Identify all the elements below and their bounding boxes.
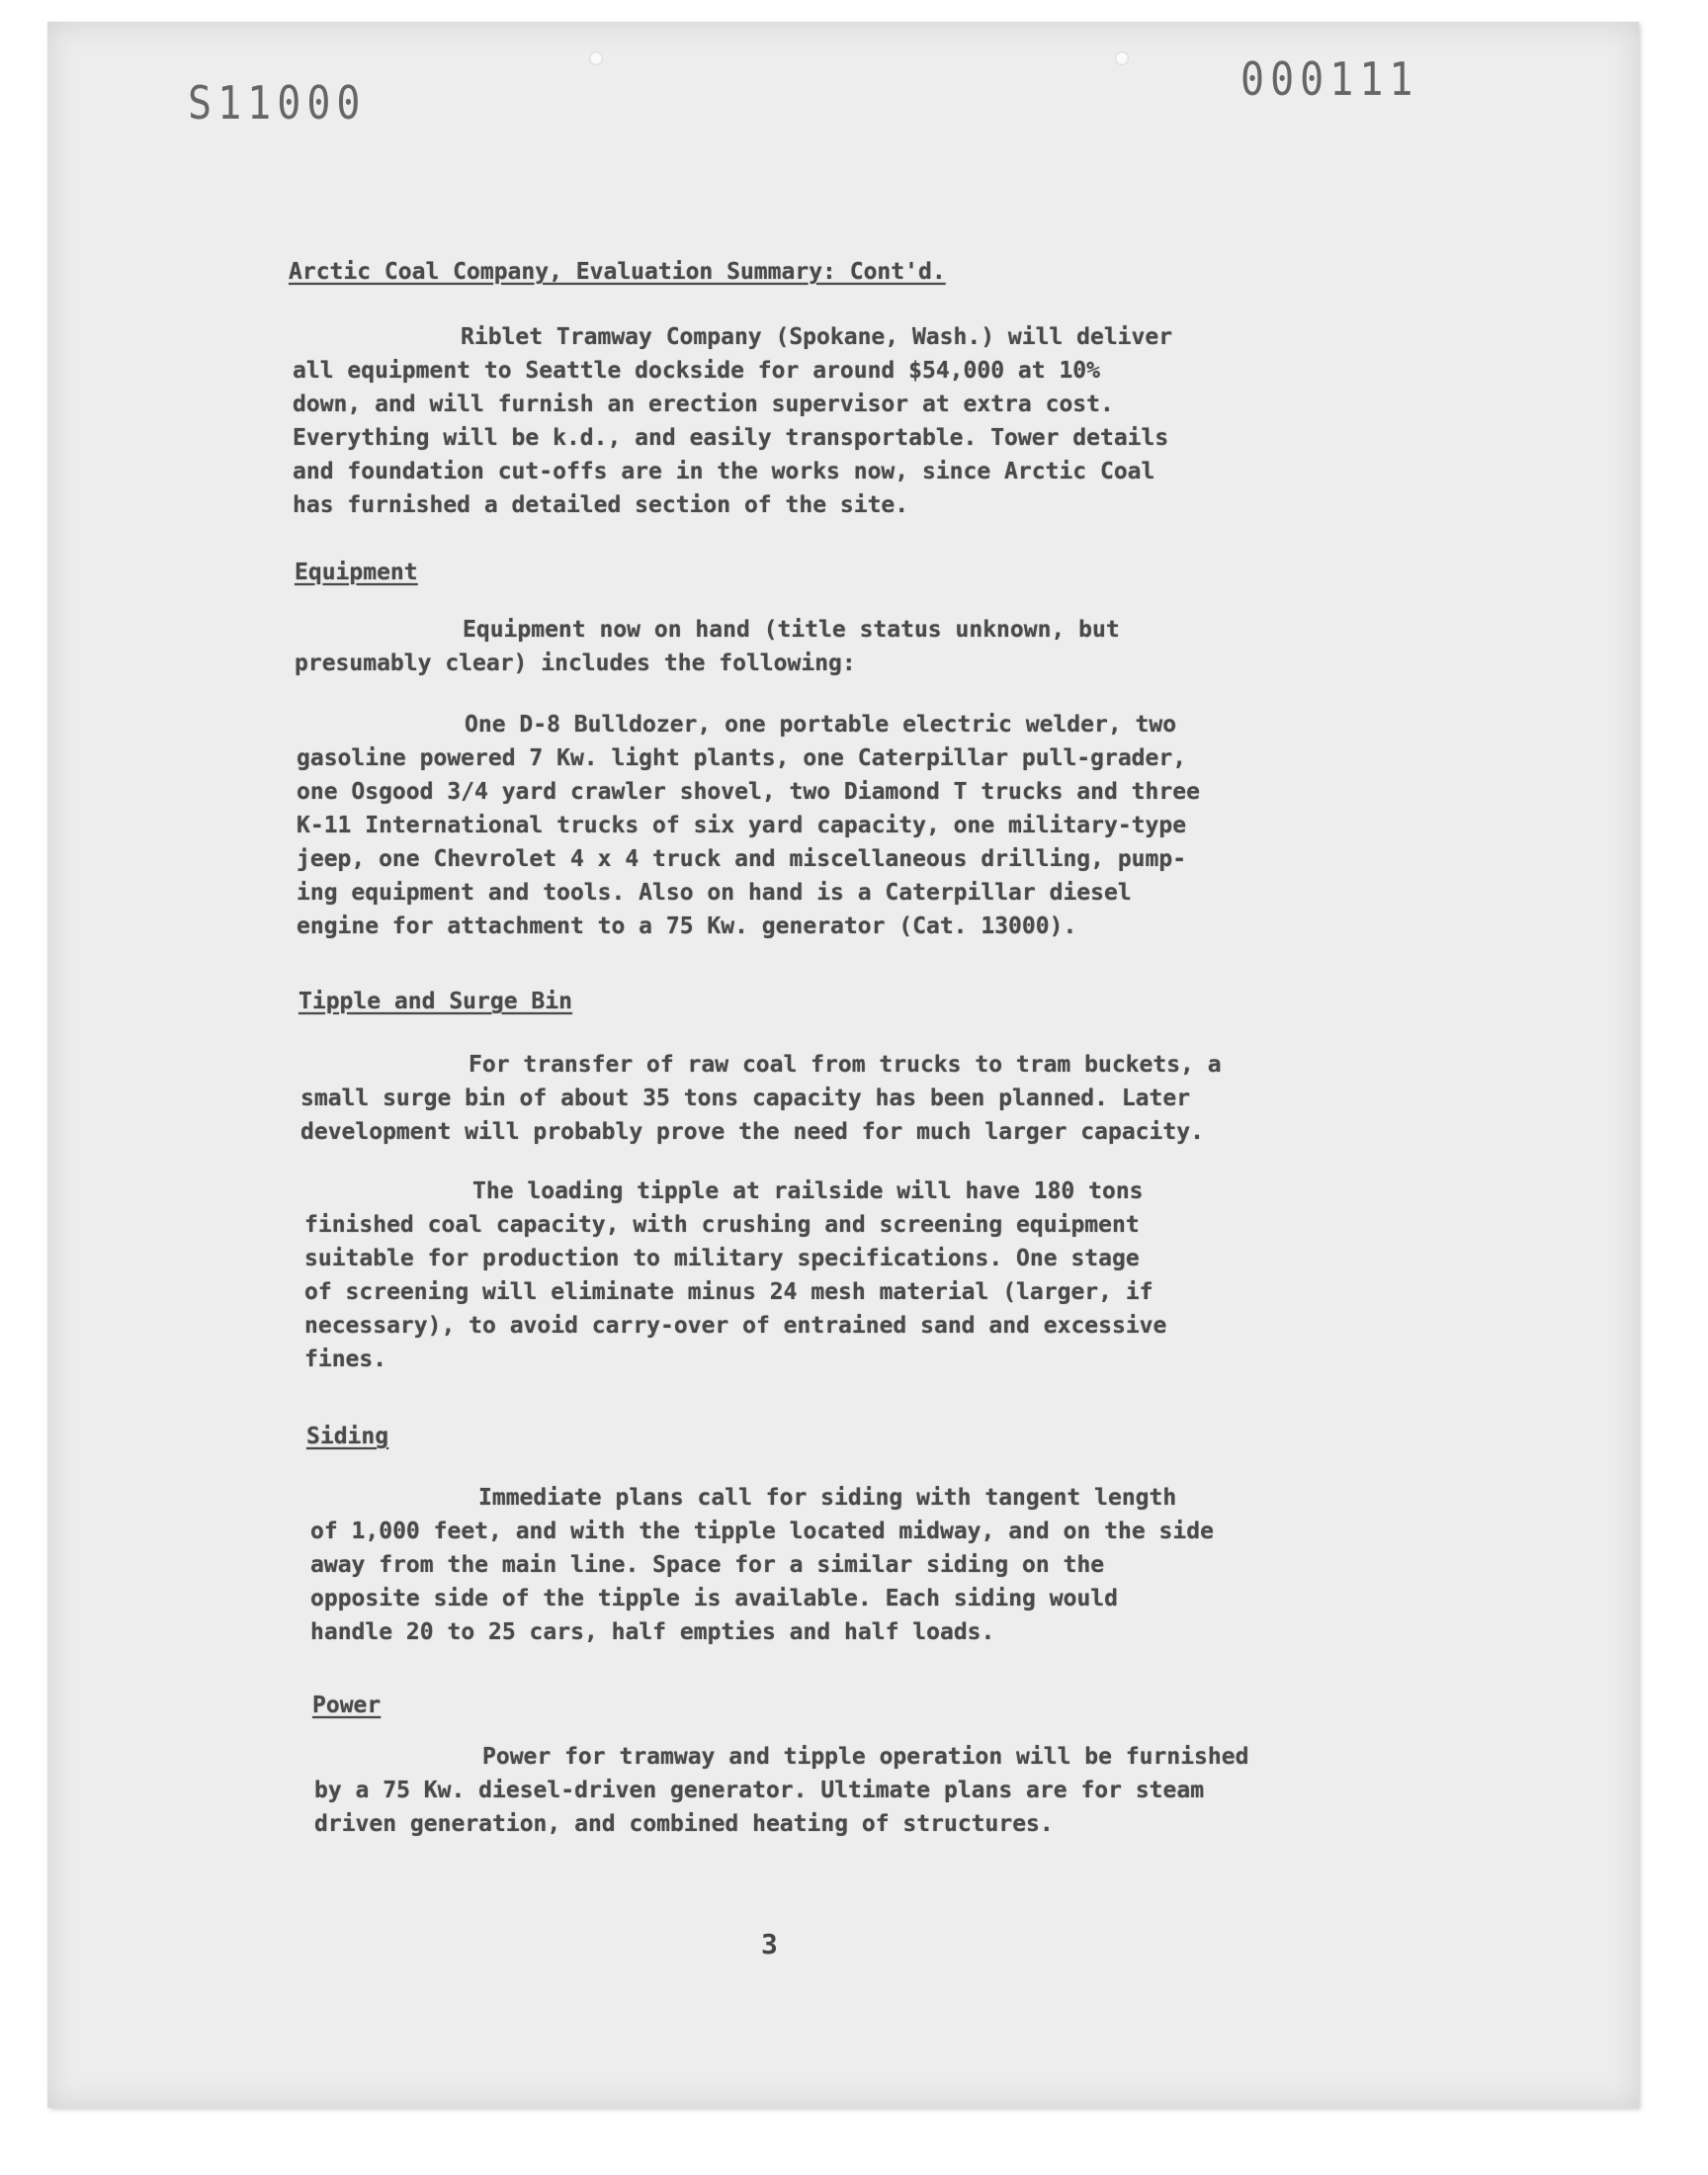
power-paragraph	[314, 1740, 1248, 1841]
text-line: Equipment now on hand (title status unknown, but	[463, 617, 1120, 643]
siding-paragraph	[310, 1481, 1214, 1649]
tipple-paragraph-2	[304, 1174, 1166, 1376]
text-line: all equipment to Seattle dockside for around $54,000 at 10%	[293, 358, 1100, 384]
text-line: For transfer of raw coal from trucks to tram buckets, a	[469, 1052, 1222, 1078]
intro-paragraph	[293, 320, 1172, 522]
text-line: ing equipment and tools. Also on hand is a Caterpillar diesel	[297, 880, 1132, 906]
section-heading-equipment: Equipment	[295, 560, 418, 585]
text-line: one Osgood 3/4 yard crawler shovel, two Diamond T trucks and three	[297, 779, 1200, 805]
text-line: Power for tramway and tipple operation will be furnished	[482, 1744, 1249, 1770]
section-heading-power: Power	[312, 1693, 382, 1718]
text-line: K-11 International trucks of six yard capacity, one military-type	[297, 813, 1187, 838]
text-line: necessary), to avoid carry-over of entrained sand and excessive	[304, 1313, 1167, 1339]
text-line: small surge bin of about 35 tons capacity has been planned. Later	[300, 1086, 1191, 1111]
punch-hole	[589, 51, 603, 65]
page-title: Arctic Coal Company, Evaluation Summary: Cont'd.	[289, 259, 946, 285]
text-line: has furnished a detailed section of the site.	[293, 492, 909, 518]
text-line: away from the main line. Space for a similar siding on the	[310, 1552, 1105, 1578]
section-heading-siding: Siding	[306, 1424, 389, 1449]
text-line: driven generation, and combined heating of structures.	[314, 1811, 1054, 1837]
text-line: down, and will furnish an erection supervisor at extra cost.	[293, 392, 1114, 417]
equipment-paragraph-2	[297, 708, 1200, 943]
page-number-left: S11000	[188, 77, 367, 130]
text-line: of 1,000 feet, and with the tipple located midway, and on the side	[310, 1519, 1214, 1544]
text-line: opposite side of the tipple is available. Each siding would	[310, 1586, 1118, 1611]
text-line: presumably clear) includes the following:	[295, 651, 856, 676]
text-line: jeep, one Chevrolet 4 x 4 truck and miscellaneous drilling, pump-	[297, 846, 1187, 872]
text-line: finished coal capacity, with crushing and screening equipment	[304, 1212, 1140, 1238]
text-line: Immediate plans call for siding with tangent length	[478, 1485, 1177, 1511]
tipple-paragraph-1	[300, 1048, 1222, 1149]
section-heading-tipple: Tipple and Surge Bin	[299, 989, 572, 1014]
text-line: of screening will eliminate minus 24 mesh material (larger, if	[304, 1279, 1153, 1305]
text-line: suitable for production to military specifications. One stage	[304, 1246, 1140, 1271]
footer-page-number: 3	[761, 1928, 778, 1960]
text-line: and foundation cut-offs are in the works now, since Arctic Coal	[293, 459, 1155, 484]
punch-hole	[1115, 51, 1129, 65]
text-line: engine for attachment to a 75 Kw. generator (Cat. 13000).	[297, 914, 1077, 939]
text-line: development will probably prove the need for much larger capacity.	[300, 1119, 1204, 1145]
text-line: by a 75 Kw. diesel-driven generator. Ultimate plans are for steam	[314, 1778, 1205, 1803]
text-line: gasoline powered 7 Kw. light plants, one Caterpillar pull-grader,	[297, 745, 1187, 771]
text-line: Everything will be k.d., and easily transportable. Tower details	[293, 425, 1169, 451]
text-line: handle 20 to 25 cars, half empties and half loads.	[310, 1619, 995, 1645]
text-line: One D-8 Bulldozer, one portable electric welder, two	[465, 712, 1177, 738]
equipment-paragraph-1	[295, 613, 1120, 680]
text-line: The loading tipple at railside will have 180 tons	[472, 1178, 1144, 1204]
text-line: Riblet Tramway Company (Spokane, Wash.) will deliver	[461, 324, 1173, 350]
text-line: fines.	[304, 1347, 387, 1372]
page-number-right: 000111	[1240, 53, 1419, 107]
